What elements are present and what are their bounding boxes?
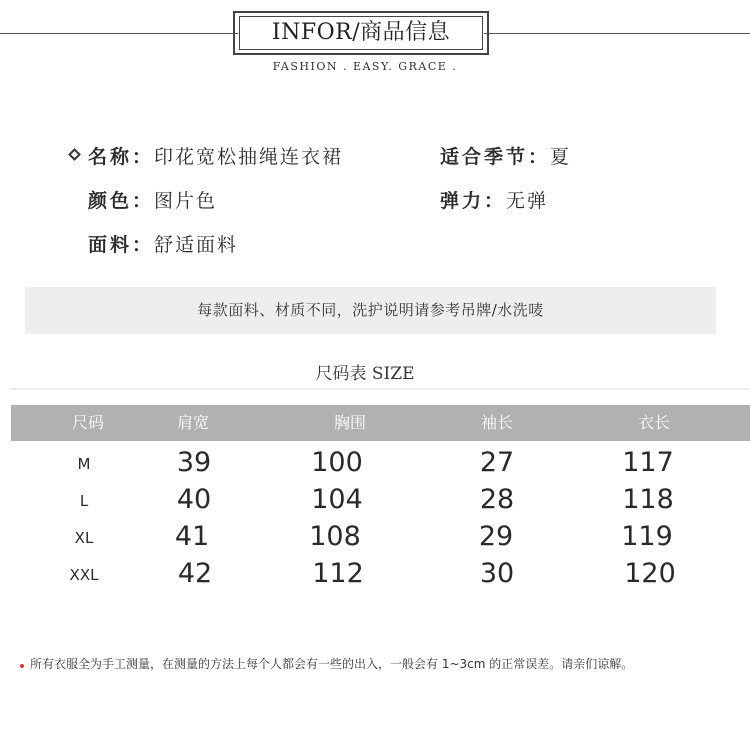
attr-color: [88, 186, 217, 213]
table-cell-length: 119: [621, 521, 673, 552]
table-cell-length: 120: [624, 558, 676, 589]
table-cell-chest: 100: [311, 447, 363, 478]
table-cell-size: M: [77, 455, 91, 473]
table-cell-sleeve: 28: [479, 484, 515, 515]
table-cell-shoulder: 41: [174, 521, 210, 552]
attr-color-label: 颜色：: [88, 190, 155, 212]
table-cell-size: XXL: [69, 566, 99, 584]
attr-fabric-label: 面料：: [88, 234, 155, 256]
attr-name: [88, 142, 343, 169]
table-cell-size: L: [79, 492, 89, 510]
attr-season: [440, 142, 571, 169]
measurement-footnote: 所有衣服全为手工测量，在测量的方法上每个人都会有一些的出入，一般会有 1~3cm 的正常误差。请亲们谅解。: [30, 657, 634, 671]
attr-name-value: 印花宽松抽绳连衣裙: [154, 146, 344, 168]
size-title-divider: [10, 388, 750, 390]
col-header-shoulder: 肩宽: [176, 413, 210, 432]
attr-elasticity-value: 无弹: [506, 190, 549, 212]
table-cell-sleeve: 27: [479, 447, 515, 478]
attr-season-label: 适合季节：: [440, 146, 551, 168]
table-cell-sleeve: 29: [478, 521, 514, 552]
table-cell-chest: 112: [312, 558, 364, 589]
header-rule-left: [0, 33, 238, 34]
col-header-sleeve: 袖长: [480, 413, 514, 432]
page-subtitle: FASHION . EASY. GRACE .: [272, 60, 458, 73]
col-header-length: 衣长: [637, 413, 671, 432]
table-cell-sleeve: 30: [479, 558, 515, 589]
attr-fabric-value: 舒适面料: [154, 234, 239, 256]
col-header-size: 尺码: [71, 413, 105, 432]
attr-name-label: 名称：: [88, 146, 155, 168]
care-note: 每款面料、材质不同，洗护说明请参考吊牌/水洗唛: [25, 287, 716, 334]
footnote-bullet-icon: [20, 664, 24, 668]
diamond-bullet-icon: [68, 148, 81, 161]
size-table-title: 尺码表 SIZE: [315, 364, 415, 384]
table-cell-chest: 108: [309, 521, 361, 552]
table-cell-shoulder: 39: [176, 447, 212, 478]
attr-elasticity-label: 弹力：: [440, 190, 507, 212]
page-title: INFOR/商品信息: [271, 20, 451, 45]
table-cell-length: 118: [622, 484, 674, 515]
table-cell-size: XL: [74, 529, 94, 547]
attr-fabric: [88, 230, 238, 257]
attr-season-value: 夏: [550, 146, 572, 168]
table-cell-shoulder: 40: [176, 484, 212, 515]
attr-elasticity: [440, 186, 548, 213]
table-cell-chest: 104: [311, 484, 363, 515]
attr-color-value: 图片色: [154, 190, 218, 212]
table-cell-shoulder: 42: [177, 558, 213, 589]
col-header-chest: 胸围: [333, 413, 367, 432]
table-cell-length: 117: [622, 447, 674, 478]
header-rule-right: [484, 33, 750, 34]
